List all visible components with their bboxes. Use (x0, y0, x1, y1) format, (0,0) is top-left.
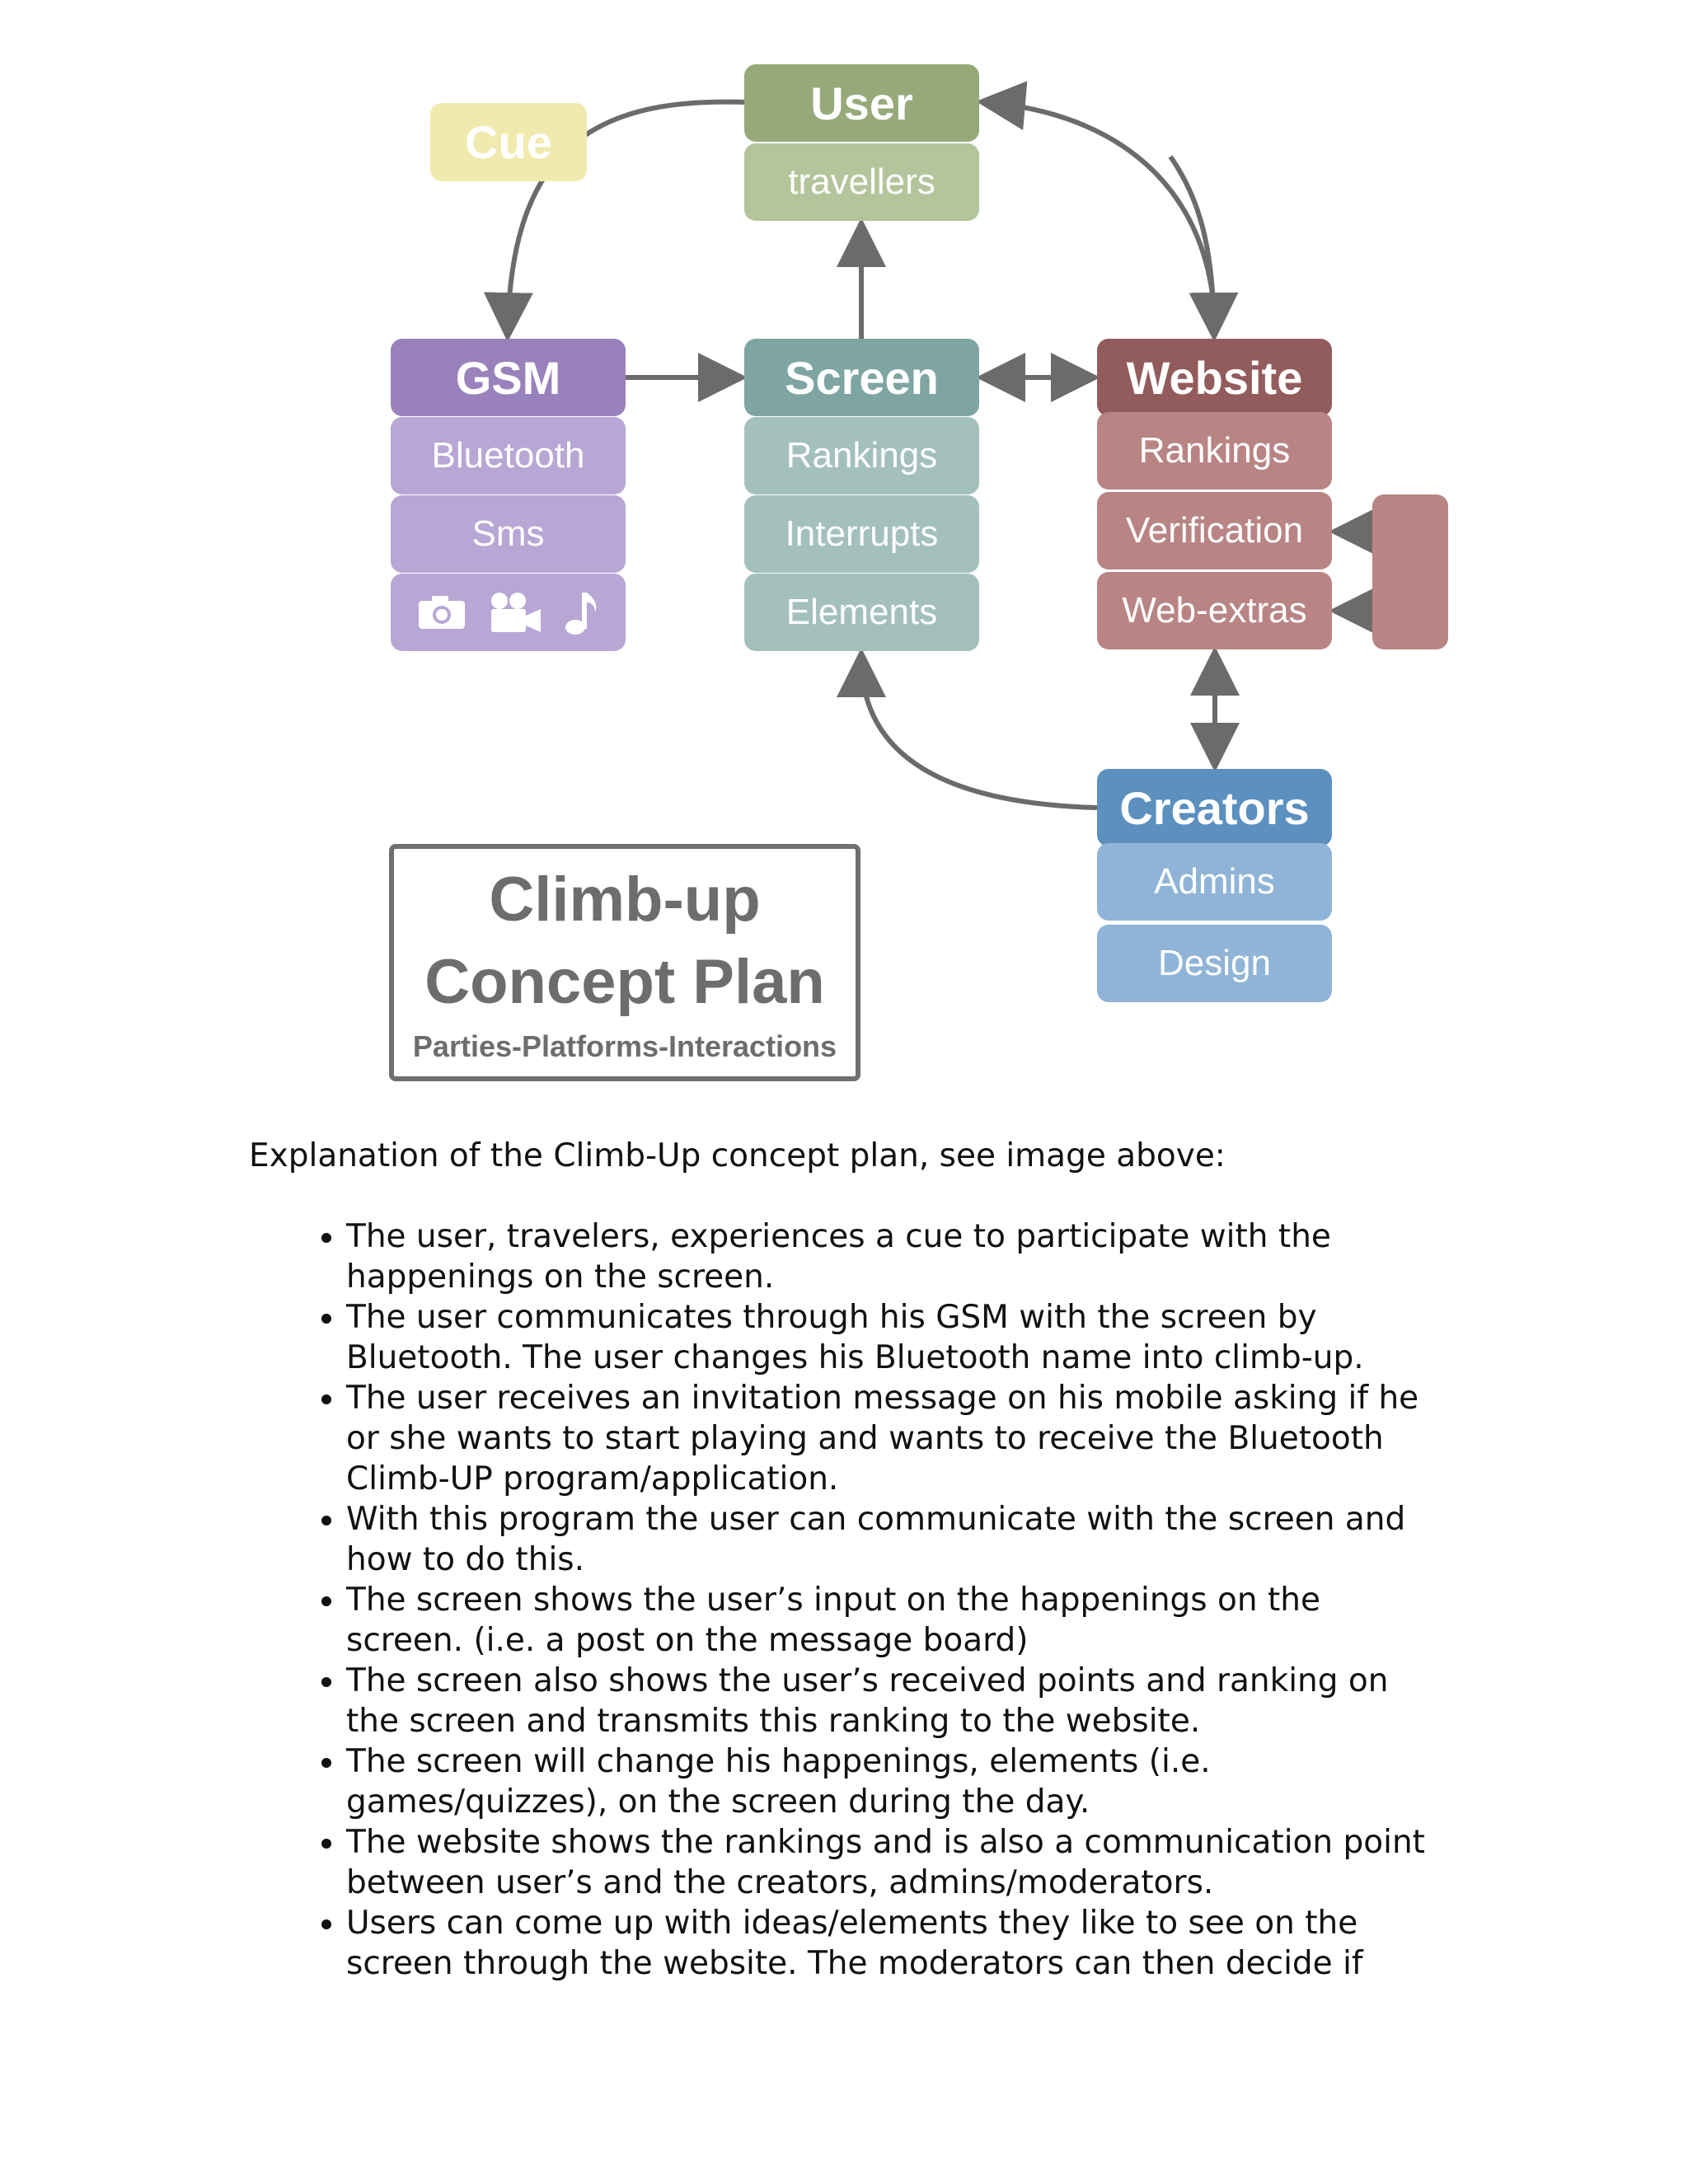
title-line-2: Concept Plan (424, 947, 825, 1017)
explanation-section (249, 1136, 1436, 1984)
list-item: • The user receives an invitation message on his mobile asking if he or she wants to start playing and wants to receive the Bluetooth Climb-UP program/application. (346, 1378, 1436, 1499)
link-creators-to-screen (861, 658, 1097, 808)
screen-header: Screen (744, 339, 979, 416)
title-line-1: Climb-up (489, 865, 761, 935)
website-header: Website (1097, 339, 1332, 416)
website-side-block (1372, 494, 1448, 649)
creators-item-admins: Admins (1097, 843, 1332, 921)
user-item-travellers: travellers (744, 143, 979, 221)
explanation-intro: Explanation of the Climb-Up concept plan, see image above: (249, 1137, 1226, 1174)
gsm-item-bluetooth: Bluetooth (391, 417, 626, 494)
gsm-media-icons (391, 574, 626, 651)
website-item-web-extras: Web-extras (1097, 572, 1332, 649)
gsm-header: GSM (391, 339, 626, 416)
concept-plan-title-box (389, 844, 860, 1081)
list-item: • The screen shows the user’s input on the happenings on the screen. (i.e. a post on the message board) (346, 1580, 1436, 1661)
screen-item-elements: Elements (744, 574, 979, 651)
screen-item-interrupts: Interrupts (744, 495, 979, 573)
website-item-verification: Verification (1097, 492, 1332, 569)
list-item: • The website shows the rankings and is also a communication point between user’s and the creators, admins/moderators. (346, 1822, 1436, 1903)
creators-header: Creators (1097, 769, 1332, 846)
website-item-rankings: Rankings (1097, 412, 1332, 490)
cue-box: Cue (430, 103, 587, 181)
camera-icon (417, 594, 467, 630)
list-item: • The user, travelers, experiences a cue to participate with the happenings on the screen. (346, 1216, 1436, 1297)
list-item: • With this program the user can communicate with the screen and how to do this. (346, 1499, 1436, 1580)
list-item: • The user communicates through his GSM with the screen by Bluetooth. The user changes his Bluetooth name into climb-up. (346, 1297, 1436, 1378)
link-website-to-user (986, 102, 1215, 332)
list-item: • The screen also shows the user’s received points and ranking on the screen and transmits this ranking to the website. (346, 1661, 1436, 1741)
music-note-icon (564, 589, 600, 635)
list-item: • The screen will change his happenings, elements (i.e. games/quizzes), on the screen during the day. (346, 1741, 1436, 1822)
link-website-from-user (1170, 157, 1214, 332)
list-item: • Users can come up with ideas/elements they like to see on the screen through the website. The moderators can then decide if (346, 1903, 1436, 1984)
explanation-list (249, 1216, 1436, 1984)
title-subtitle: Parties-Platforms-Interactions (412, 1029, 837, 1063)
video-camera-icon (488, 591, 542, 634)
creators-item-design: Design (1097, 925, 1332, 1002)
gsm-item-sms: Sms (391, 495, 626, 573)
user-header: User (744, 64, 979, 142)
screen-item-rankings: Rankings (744, 417, 979, 494)
